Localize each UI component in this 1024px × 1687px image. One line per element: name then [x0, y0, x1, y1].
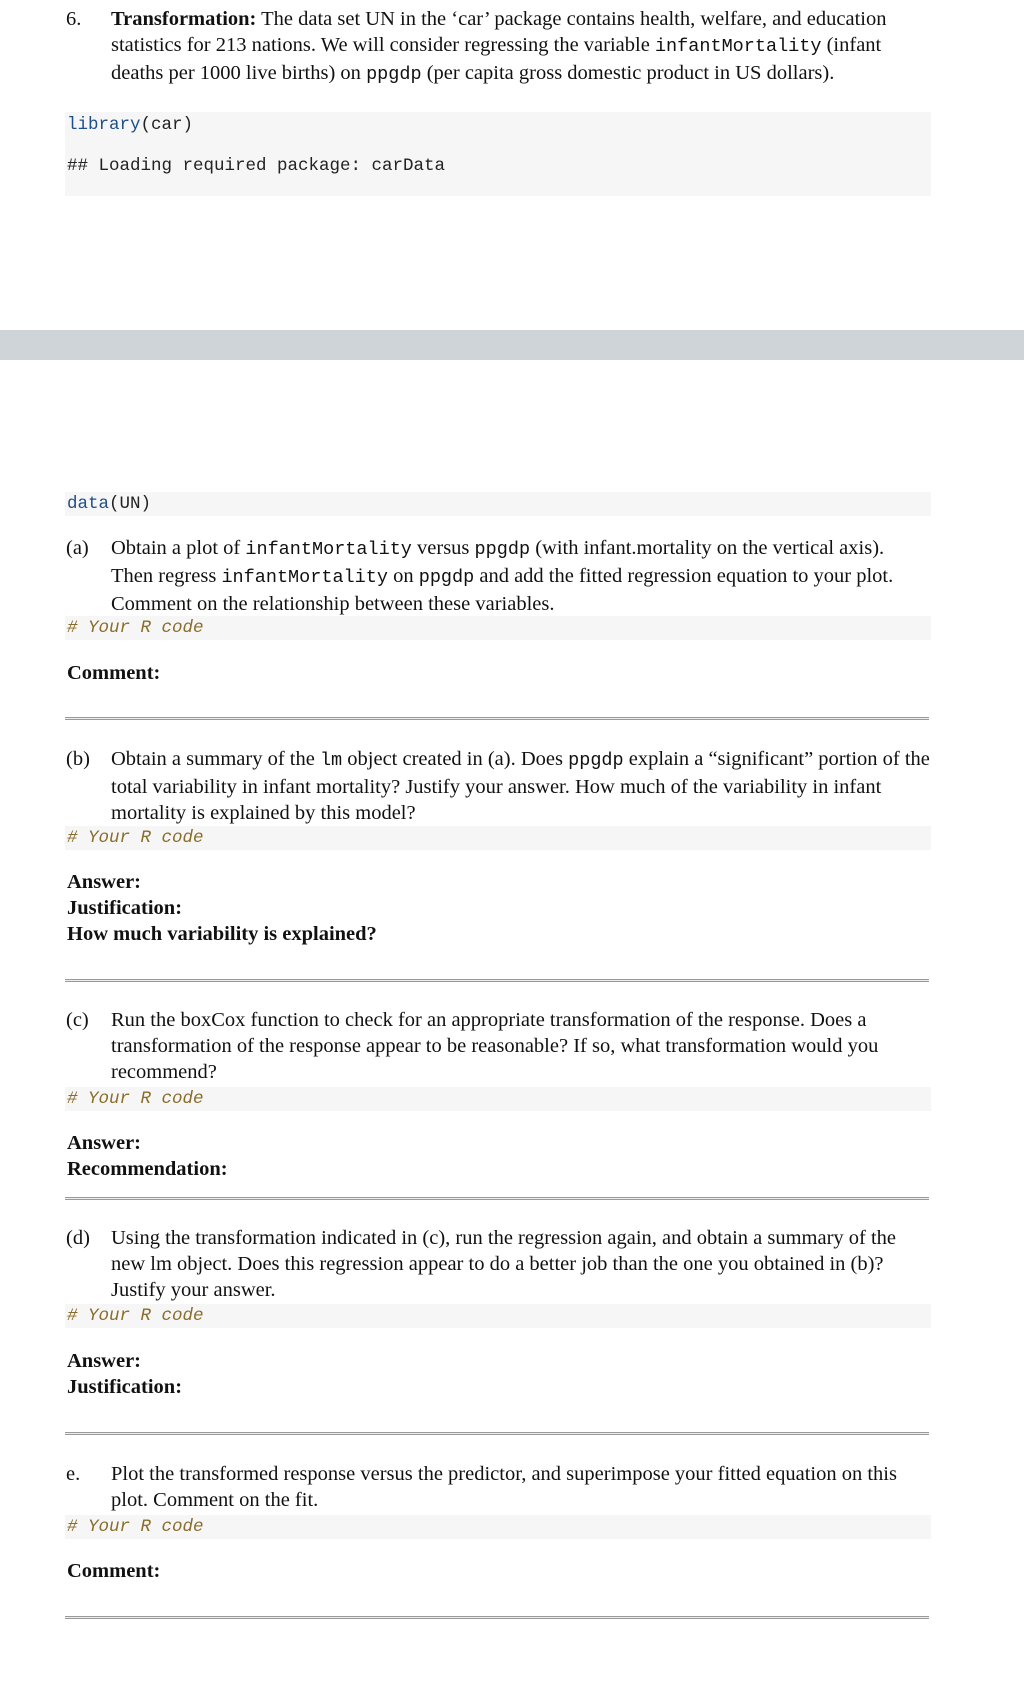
part-b-marker: (b) — [66, 748, 90, 770]
part-b-divider — [65, 979, 929, 982]
part-b-text-3: explain a “significant” portion of the total variability in infant mortality? Justify your answer. How much of the variability in infant mortality is explained by this model? — [111, 748, 930, 824]
gray-separator-band — [0, 330, 1024, 360]
part-d-divider — [65, 1432, 929, 1435]
part-c-text: Run the boxCox function to check for an appropriate transformation of the response. Does a transformation of the response appear to be reasonable? If so, what transformation would you recommend? — [111, 1009, 879, 1083]
part-a-text-4: on — [387, 565, 419, 587]
question-title: Transformation: — [111, 8, 257, 30]
part-d-answer-label: Answer: — [67, 1350, 142, 1372]
question-intro-code-2: ppgdp — [366, 64, 422, 85]
part-a-text-5: and add the fitted regression equation to your plot. Comment on the relationship between these variables. — [111, 565, 894, 615]
part-c-marker: (c) — [66, 1009, 89, 1031]
code-block-part-e[interactable] — [65, 1515, 931, 1539]
part-d-justification-label: Justification: — [67, 1376, 183, 1398]
part-a-divider — [65, 717, 929, 720]
part-c-answer-label: Answer: — [67, 1132, 142, 1154]
code-keyword-data: data — [67, 494, 110, 514]
part-b-variability-label: How much variability is explained? — [67, 923, 377, 945]
part-a-text — [111, 535, 931, 617]
question-intro — [111, 6, 911, 88]
part-e-marker: e. — [66, 1463, 81, 1485]
code-block-part-c[interactable] — [65, 1087, 931, 1111]
question-intro-text-3: (per capita gross domestic product in US dollars). — [421, 62, 835, 84]
part-a-code-3: infantMortality — [221, 567, 388, 588]
code-block-part-d[interactable] — [65, 1304, 931, 1328]
code-block-library — [65, 112, 931, 196]
code-args-data: (UN) — [109, 494, 152, 514]
part-a-code-2: ppgdp — [474, 539, 531, 560]
question-intro-code-1: infantMortality — [654, 36, 822, 57]
code-args-library: (car) — [140, 115, 194, 135]
part-d-marker: (d) — [66, 1227, 90, 1249]
part-b-code-2: ppgdp — [568, 750, 624, 771]
part-d-text: Using the transformation indicated in (c), run the regression again, and obtain a summary of the new lm object. Does this regression appear to do a better job than the one you obtained in (b)? Justify your answer. — [111, 1227, 897, 1301]
code-line-data — [67, 493, 151, 515]
part-a-code-1: infantMortality — [245, 539, 412, 560]
code-comment-part-e: # Your R code — [67, 1517, 204, 1537]
code-comment-part-b: # Your R code — [67, 828, 204, 848]
code-block-data — [65, 492, 931, 516]
part-b-code-1: lm — [319, 750, 343, 771]
part-a-text-3: (with infant.mortality on the vertical axis). Then regress — [111, 537, 885, 587]
code-comment-part-d: # Your R code — [67, 1306, 204, 1326]
part-b-text-2: object created in (a). Does — [342, 748, 569, 770]
code-keyword-library: library — [67, 115, 141, 135]
part-b-answer-label: Answer: — [67, 871, 142, 893]
code-line-library — [67, 114, 193, 136]
part-c-divider — [65, 1197, 929, 1200]
code-block-part-a[interactable] — [65, 616, 931, 640]
part-a-marker: (a) — [66, 537, 89, 559]
part-b-text-1: Obtain a summary of the — [111, 748, 320, 770]
part-b-text — [111, 746, 931, 826]
part-c-recommendation-label: Recommendation: — [67, 1158, 228, 1180]
part-e-comment-label: Comment: — [67, 1560, 161, 1582]
part-b-justification-label: Justification: — [67, 897, 183, 919]
part-a-comment-label: Comment: — [67, 662, 161, 684]
code-block-part-b[interactable] — [65, 826, 931, 850]
part-e-text: Plot the transformed response versus the predictor, and superimpose your fitted equation on this plot. Comment on the fit. — [111, 1463, 897, 1511]
question-intro-text-2: (infant deaths per 1000 live births) on — [111, 34, 882, 84]
part-e-divider — [65, 1616, 929, 1619]
code-output-loading: ## Loading required package: carData — [67, 156, 446, 176]
part-a-code-4: ppgdp — [418, 567, 475, 588]
question-intro-text-1: The data set UN in the ‘car’ package contains health, welfare, and education statistics for 213 nations. We will consider regressing the variable — [111, 8, 887, 56]
part-a-text-2: versus — [411, 537, 475, 559]
code-comment-part-a: # Your R code — [67, 618, 204, 638]
code-comment-part-c: # Your R code — [67, 1089, 204, 1109]
question-number: 6. — [66, 8, 82, 30]
part-a-text-1: Obtain a plot of — [111, 537, 246, 559]
